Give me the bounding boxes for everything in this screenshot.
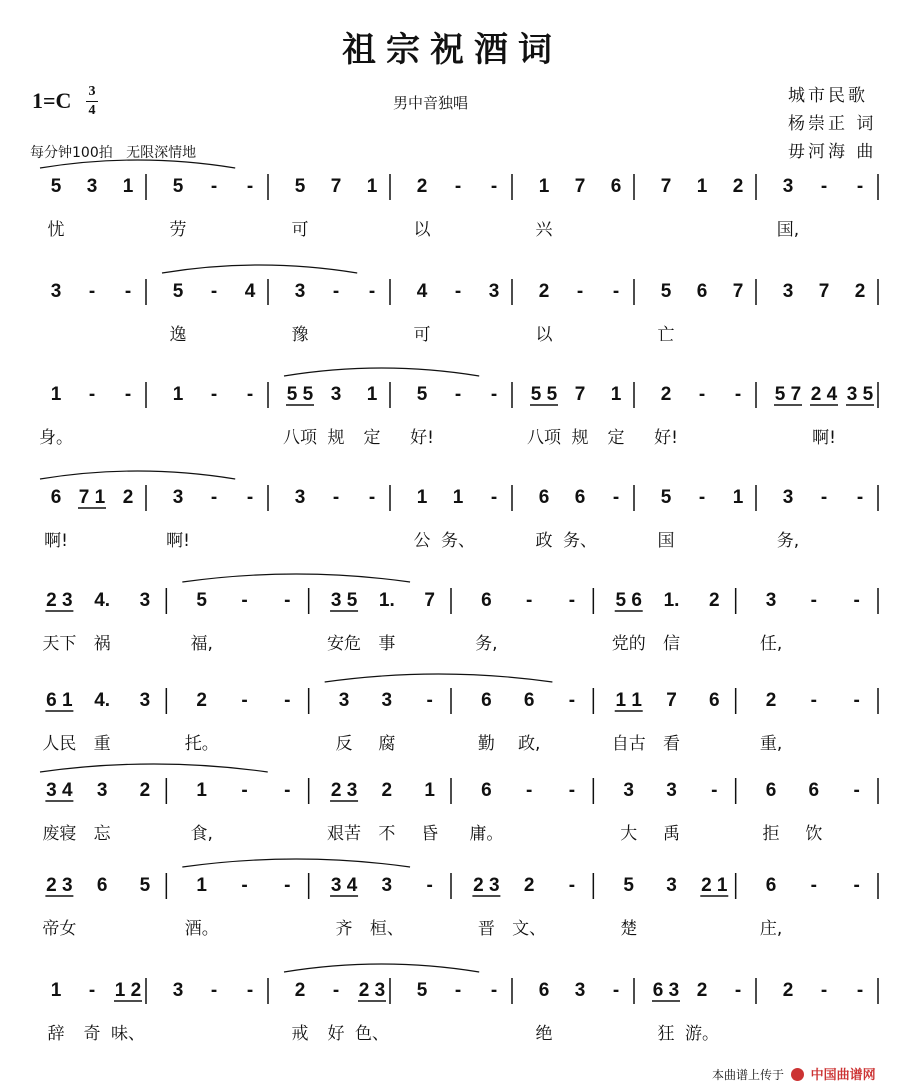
lyric: 好! [410, 428, 434, 448]
lyric: 公 [413, 531, 431, 551]
site-name: 中国曲谱网 [810, 1068, 876, 1083]
note: 5 [416, 980, 428, 1001]
note: 3 [666, 780, 677, 801]
note: 2 3 [358, 980, 386, 1001]
upload-text: 本曲谱上传于 [712, 1068, 785, 1082]
note: 2 [139, 780, 151, 801]
lyric: 务、 [441, 531, 475, 551]
slur [40, 764, 268, 772]
lyric: 奇 [83, 1024, 101, 1044]
note: 1 [50, 384, 62, 405]
footer-credit [712, 1064, 876, 1083]
note: 6 [574, 487, 586, 508]
note: 4. [94, 690, 111, 711]
note: 6 [96, 875, 108, 896]
note: - [124, 281, 132, 302]
note: 2 [782, 980, 794, 1001]
lyric: 可 [291, 220, 309, 240]
note: 2 4 [810, 384, 838, 405]
note: 5 6 [615, 590, 642, 611]
note: 6 [481, 590, 492, 611]
lyric: 逸 [169, 325, 187, 345]
lyric: 规 [571, 428, 589, 448]
slur [40, 160, 235, 168]
note: - [820, 980, 828, 1001]
note: - [332, 487, 340, 508]
note: 2 [416, 176, 428, 197]
lyric: 豫 [291, 325, 309, 345]
note: - [284, 780, 291, 801]
lyric: 天下 [42, 634, 77, 654]
lyric: 好 [327, 1024, 345, 1044]
lyric: 事 [378, 634, 396, 654]
note: 7 [660, 176, 672, 197]
lyric: 庄, [759, 919, 783, 939]
note: 6 1 [46, 690, 73, 711]
note: 4. [94, 590, 111, 611]
lyric: 帝女 [42, 919, 77, 939]
note: - [612, 980, 620, 1001]
note: 5 [294, 176, 306, 197]
note: - [124, 384, 132, 405]
note: 6 [538, 980, 550, 1001]
song-title: 祖宗祝酒词 [342, 30, 562, 70]
note: - [454, 176, 462, 197]
note: - [88, 281, 96, 302]
credit-composer: 毋河海 曲 [788, 142, 877, 162]
note: 1 [122, 176, 134, 197]
note: 5 [50, 176, 62, 197]
note: 3 [338, 690, 350, 711]
lyric: 重, [759, 734, 783, 754]
note: 1 [696, 176, 708, 197]
note: 2 [122, 487, 134, 508]
lyric: 人民 [42, 734, 77, 754]
note: - [284, 590, 291, 611]
note: 1 [196, 780, 208, 801]
note: 1 [538, 176, 550, 197]
note: 1. [663, 590, 680, 611]
note: 2 [538, 281, 550, 302]
note: 2 [854, 281, 866, 302]
lyric: 自古 [611, 734, 646, 754]
note: 6 [765, 875, 777, 896]
lyric: 桓、 [369, 919, 404, 939]
note: 3 [96, 780, 108, 801]
lyric: 国 [657, 531, 675, 551]
lyric: 庸。 [469, 824, 504, 844]
note: 3 [50, 281, 62, 302]
note: - [246, 176, 254, 197]
slur [284, 964, 479, 972]
note: 3 [139, 690, 151, 711]
lyric: 食, [190, 824, 213, 844]
note: 3 [782, 487, 794, 508]
note: - [210, 176, 218, 197]
lyric: 楚 [620, 919, 638, 939]
note: 7 1 [78, 487, 106, 508]
note: 6 [708, 690, 720, 711]
note: - [810, 875, 817, 896]
note: - [853, 690, 860, 711]
note: 5 5 [530, 384, 558, 405]
performer-label: 男中音独唱 [393, 94, 469, 112]
note: - [454, 384, 462, 405]
lyric: 拒 [762, 824, 780, 844]
slur [182, 574, 410, 582]
slur [40, 471, 235, 479]
note: 3 5 [846, 384, 874, 405]
note: - [368, 487, 376, 508]
lyric: 不 [378, 824, 396, 844]
note: - [734, 980, 742, 1001]
note: - [210, 487, 218, 508]
note: 5 [196, 590, 208, 611]
lyric: 定 [607, 428, 625, 448]
note: - [612, 281, 620, 302]
lyric: 国, [776, 220, 800, 240]
note: 4 [416, 281, 428, 302]
note: - [810, 690, 817, 711]
note: - [568, 590, 576, 611]
note: 3 4 [46, 780, 73, 801]
lyric: 昏 [421, 824, 439, 844]
lyric: 规 [327, 428, 345, 448]
note: 6 [610, 176, 622, 197]
note: 6 [481, 780, 492, 801]
note: 5 5 [286, 384, 314, 405]
note: 3 [782, 176, 794, 197]
lyric: 任, [759, 634, 783, 654]
note: 5 [623, 875, 635, 896]
lyric: 务, [475, 634, 498, 654]
note: 3 [294, 487, 306, 508]
lyric: 忘 [93, 824, 111, 844]
note: - [88, 980, 96, 1001]
credit-lyricist: 杨崇正 词 [788, 114, 877, 134]
note: - [568, 780, 576, 801]
slur [325, 674, 553, 682]
lyric: 务, [776, 531, 800, 551]
note: 3 [381, 690, 393, 711]
time-signature-bottom: 4 [88, 103, 96, 118]
lyric: 味、 [111, 1024, 145, 1044]
note: - [820, 176, 828, 197]
slur [162, 265, 357, 273]
note: - [853, 780, 860, 801]
note: - [454, 281, 462, 302]
note: 5 [139, 875, 151, 896]
note: 3 [488, 281, 500, 302]
lyric: 福, [190, 634, 213, 654]
note: 1 [196, 875, 208, 896]
note: 3 [666, 875, 677, 896]
note: - [698, 487, 706, 508]
note: 5 [172, 176, 184, 197]
note: - [734, 384, 742, 405]
note: 6 [765, 780, 777, 801]
note: 7 [818, 281, 830, 302]
lyric: 亡 [657, 325, 675, 345]
note: 5 [660, 487, 672, 508]
note: - [526, 590, 533, 611]
lyric: 忧 [47, 220, 65, 240]
note: 5 [660, 281, 672, 302]
lyric: 禹 [663, 824, 680, 844]
lyric: 八项 [283, 428, 317, 448]
note: 1 [366, 384, 378, 405]
note: 7 [732, 281, 744, 302]
note: 5 [416, 384, 428, 405]
note: 3 [782, 281, 794, 302]
note: 3 [623, 780, 635, 801]
note: 6 [523, 690, 535, 711]
note: 3 [574, 980, 586, 1001]
note: - [210, 384, 218, 405]
lyric: 身。 [39, 428, 73, 448]
note: 7 [666, 690, 677, 711]
lyric: 辞 [47, 1024, 65, 1044]
lyric: 啊! [812, 428, 836, 448]
lyric: 托。 [184, 734, 219, 754]
note: 2 3 [46, 875, 73, 896]
lyric: 务、 [563, 531, 597, 551]
lyric: 绝 [535, 1024, 553, 1044]
note: 6 [50, 487, 62, 508]
lyric: 劳 [169, 220, 187, 240]
lyric: 以 [535, 325, 553, 345]
credit-origin: 城市民歌 [788, 86, 868, 106]
note: 2 [294, 980, 306, 1001]
note: 3 [172, 487, 184, 508]
lyric: 狂 [657, 1024, 675, 1044]
lyric: 晋 [477, 919, 495, 939]
lyric: 党的 [611, 634, 646, 654]
time-signature-top: 3 [88, 84, 96, 99]
note: 2 [660, 384, 672, 405]
note: 3 5 [330, 590, 358, 611]
note: 6 [696, 281, 708, 302]
note: - [810, 590, 817, 611]
note: 2 [196, 690, 208, 711]
note: - [856, 176, 864, 197]
note: - [332, 980, 340, 1001]
note: - [368, 281, 376, 302]
note: - [568, 690, 576, 711]
lyric: 以 [413, 220, 431, 240]
note: 2 3 [473, 875, 500, 896]
note: 1 2 [114, 980, 142, 1001]
lyric: 重 [93, 734, 111, 754]
note: - [246, 487, 254, 508]
lyric: 戒 [291, 1024, 309, 1044]
note: 2 [381, 780, 393, 801]
note: - [568, 875, 576, 896]
lyric: 文、 [512, 919, 547, 939]
lyric: 大 [620, 824, 638, 844]
note: - [241, 780, 248, 801]
note: 1 [416, 487, 428, 508]
lyric: 八项 [527, 428, 561, 448]
note: 2 3 [46, 590, 73, 611]
note: - [853, 590, 860, 611]
site-logo-icon [791, 1068, 804, 1081]
note: 6 [808, 780, 820, 801]
note: 6 3 [652, 980, 680, 1001]
lyric: 可 [413, 325, 431, 345]
note: 3 [86, 176, 98, 197]
lyric: 啊! [166, 531, 190, 551]
lyric: 信 [663, 634, 680, 654]
note: - [711, 780, 718, 801]
note: 6 [481, 690, 492, 711]
note: 1 [610, 384, 622, 405]
note: - [426, 690, 433, 711]
note: - [526, 780, 533, 801]
slur [284, 368, 479, 376]
note: - [576, 281, 584, 302]
note: - [853, 875, 860, 896]
note: - [88, 384, 96, 405]
note: 2 1 [701, 875, 728, 896]
note: 3 [139, 590, 151, 611]
note: 7 [574, 176, 586, 197]
note: - [241, 875, 248, 896]
lyric: 游。 [685, 1024, 719, 1044]
note: - [241, 590, 248, 611]
note: 7 [424, 590, 435, 611]
lyric: 齐 [335, 919, 353, 939]
note: 1 [452, 487, 464, 508]
note: 3 [330, 384, 342, 405]
note: 1 [424, 780, 435, 801]
note: 7 [330, 176, 342, 197]
note: - [284, 875, 291, 896]
lyric: 反 [335, 734, 353, 754]
note: - [332, 281, 340, 302]
note: - [426, 875, 433, 896]
note: 5 7 [774, 384, 802, 405]
lyric: 兴 [535, 220, 553, 240]
lyric: 看 [663, 734, 680, 754]
note: 1 [366, 176, 378, 197]
note: - [490, 176, 498, 197]
lyric: 艰苦 [327, 824, 362, 844]
note: - [612, 487, 620, 508]
key-signature: 1=C [32, 88, 72, 113]
note: - [246, 980, 254, 1001]
tempo-marking: 每分钟100拍 无限深情地 [30, 145, 197, 161]
note: 1 [50, 980, 62, 1001]
note: - [856, 487, 864, 508]
note: 2 [708, 590, 720, 611]
lyric: 政 [535, 531, 553, 551]
note: 2 [732, 176, 744, 197]
note: 3 4 [330, 875, 358, 896]
note: 1 1 [615, 690, 642, 711]
lyric: 祸 [93, 634, 111, 654]
note: - [490, 384, 498, 405]
note: 3 [381, 875, 393, 896]
note: 3 [172, 980, 184, 1001]
note: - [246, 384, 254, 405]
note: 1 [172, 384, 184, 405]
note: 3 [294, 281, 306, 302]
lyric: 色、 [355, 1024, 389, 1044]
note: 7 [574, 384, 586, 405]
note: 5 [172, 281, 184, 302]
lyric: 安危 [327, 634, 362, 654]
lyric: 饮 [805, 824, 823, 844]
lyric: 定 [363, 428, 381, 448]
lyric: 废寝 [42, 824, 77, 844]
note: 2 [765, 690, 777, 711]
note: - [241, 690, 248, 711]
lyric: 勤 [477, 734, 495, 754]
note: - [490, 980, 498, 1001]
note: - [820, 487, 828, 508]
note: 3 [765, 590, 777, 611]
lyric: 腐 [378, 734, 396, 754]
lyric: 酒。 [184, 919, 219, 939]
note: - [490, 487, 498, 508]
note: - [698, 384, 706, 405]
note: 1 [732, 487, 744, 508]
note: - [210, 980, 218, 1001]
note: 1. [378, 590, 395, 611]
note: - [210, 281, 218, 302]
note: 2 [696, 980, 708, 1001]
note: 4 [244, 281, 256, 302]
note: - [454, 980, 462, 1001]
lyric: 政, [517, 734, 541, 754]
lyric: 啊! [44, 531, 68, 551]
note: 2 3 [330, 780, 358, 801]
lyric: 好! [654, 428, 678, 448]
slur [182, 859, 410, 867]
note: - [856, 980, 864, 1001]
note: 2 [523, 875, 535, 896]
note: 6 [538, 487, 550, 508]
note: - [284, 690, 291, 711]
